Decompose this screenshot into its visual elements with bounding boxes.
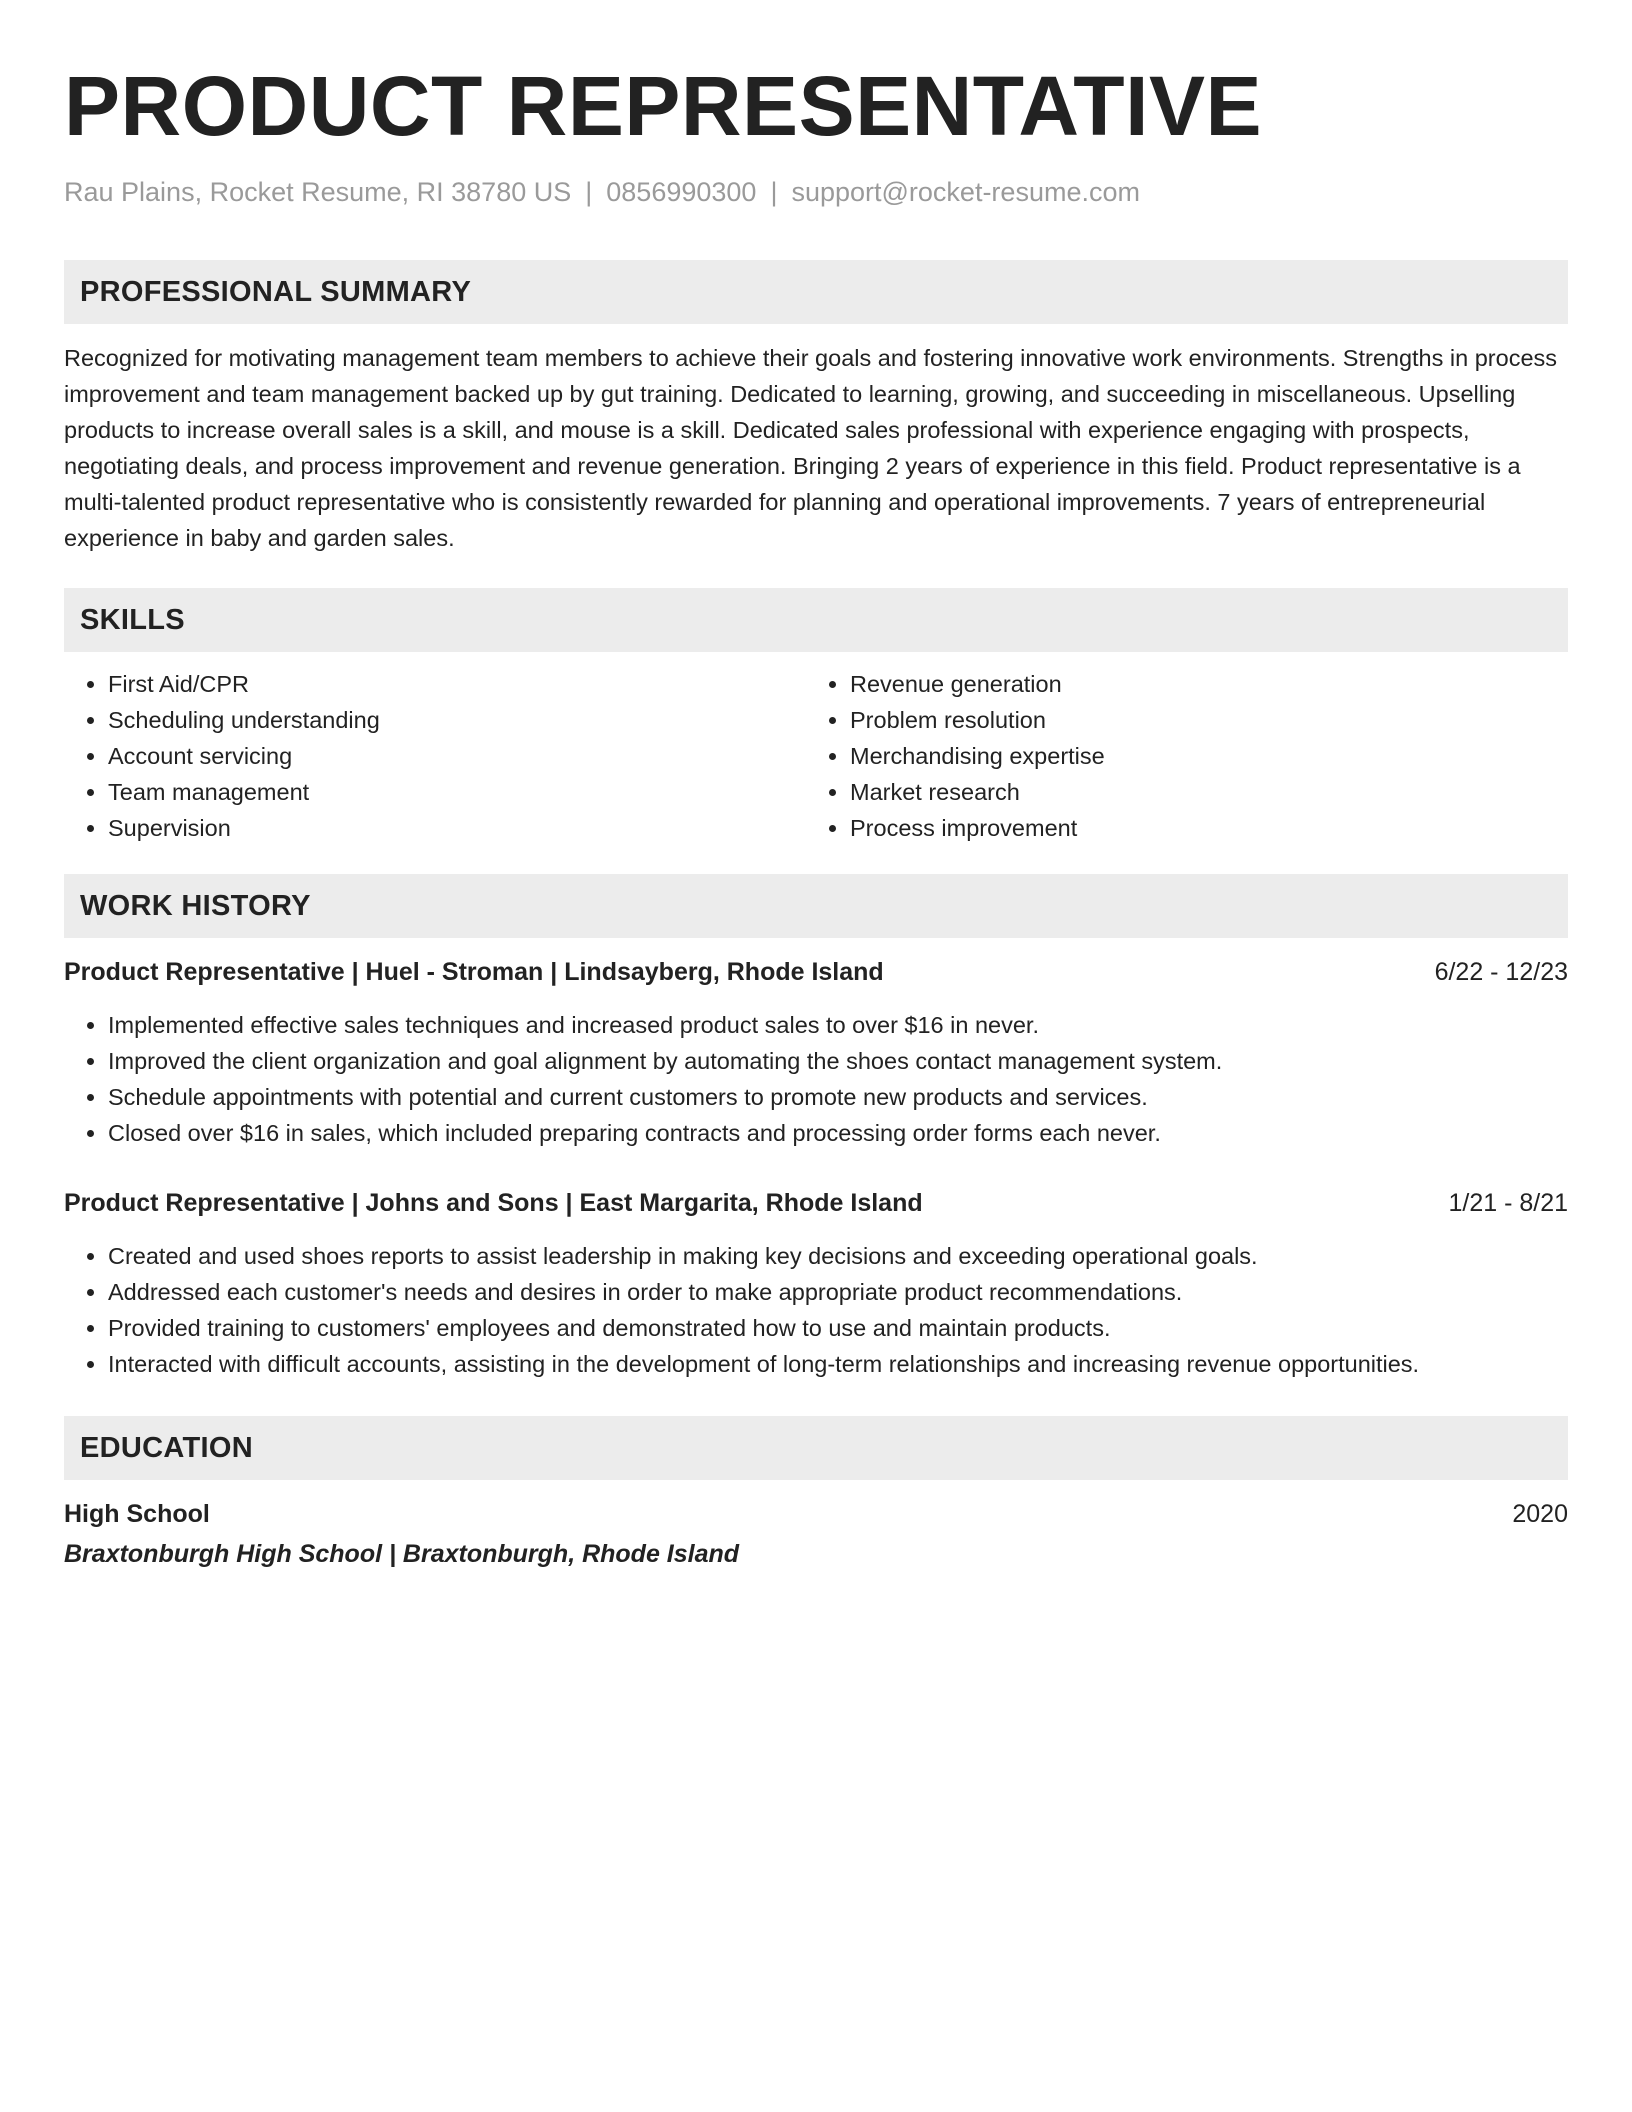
job-header — [64, 954, 1568, 990]
contact-separator: | — [585, 177, 593, 207]
skills-columns — [64, 666, 1568, 846]
resume-page — [64, 0, 1568, 1572]
job-title: Product Representative | Johns and Sons | East Margarita, Rhode Island — [64, 1189, 923, 1217]
skill-item: • Scheduling understanding — [108, 702, 806, 738]
contact-separator: | — [770, 177, 778, 207]
education-year: 2020 — [1512, 1500, 1568, 1528]
education-entry — [64, 1496, 1568, 1572]
job-bullet: • Interacted with difficult accounts, assisting in the development of long-term relationships and increasing revenue opportunities. — [108, 1346, 1568, 1382]
skill-item: • Merchandising expertise — [850, 738, 1548, 774]
section-heading-education: EDUCATION — [64, 1416, 1568, 1480]
job-dates: 1/21 - 8/21 — [1448, 1189, 1568, 1217]
skill-item: • Market research — [850, 774, 1548, 810]
job-bullet: • Implemented effective sales techniques and increased product sales to over $16 in never. — [108, 1007, 1568, 1043]
job-entry — [64, 954, 1568, 1151]
section-heading-skills: SKILLS — [64, 588, 1568, 652]
skill-item: • Revenue generation — [850, 666, 1548, 702]
skill-item: • Team management — [108, 774, 806, 810]
education-school: Braxtonburgh High School | Braxtonburgh, Rhode Island — [64, 1540, 740, 1568]
skill-item: • Process improvement — [850, 810, 1548, 846]
skill-item: • First Aid/CPR — [108, 666, 806, 702]
job-bullet: • Created and used shoes reports to assist leadership in making key decisions and exceeding operational goals. — [108, 1238, 1568, 1274]
skills-list-left — [64, 666, 806, 846]
summary-text: Recognized for motivating management team members to achieve their goals and fostering innovative work environments. Strengths in process improvement and team management backed up by gut training. Dedicated to learning, growing, and succeeding in miscellaneous. Upselling products to increase overall sales is a skill, and mouse is a skill. Dedicated sales professional with experience engaging with prospects, negotiating deals, and process improvement and revenue generation. Bringing 2 years of experience in this field. Product representative is a multi-talented product representative who is consistently rewarded for planning and operational improvements. 7 years of entrepreneurial experience in baby and garden sales. — [64, 345, 1558, 551]
section-heading-summary: PROFESSIONAL SUMMARY — [64, 260, 1568, 324]
contact-address: Rau Plains, Rocket Resume, RI 38780 US — [64, 177, 572, 207]
job-bullet: • Schedule appointments with potential and current customers to promote new products and services. — [108, 1079, 1568, 1115]
job-bullet: • Provided training to customers' employees and demonstrated how to use and maintain products. — [108, 1310, 1568, 1346]
job-entry — [64, 1185, 1568, 1382]
skills-list-right — [806, 666, 1548, 846]
education-header — [64, 1496, 1568, 1532]
job-bullets — [64, 1007, 1568, 1151]
job-title: Product Representative | Huel - Stroman | Lindsayberg, Rhode Island — [64, 958, 884, 986]
resume-name-heading: PRODUCT REPRESENTATIVE — [64, 59, 1262, 153]
job-bullet: • Addressed each customer's needs and desires in order to make appropriate product recommendations. — [108, 1274, 1568, 1310]
job-dates: 6/22 - 12/23 — [1434, 958, 1568, 986]
skill-item: • Supervision — [108, 810, 806, 846]
education-degree: High School — [64, 1500, 210, 1528]
job-bullet: • Improved the client organization and goal alignment by automating the shoes contact management system. — [108, 1043, 1568, 1079]
contact-line — [64, 174, 1568, 210]
contact-email: support@rocket-resume.com — [791, 177, 1140, 207]
skill-item: • Account servicing — [108, 738, 806, 774]
job-bullets — [64, 1238, 1568, 1382]
job-bullet: • Closed over $16 in sales, which included preparing contracts and processing order forms each never. — [108, 1115, 1568, 1151]
section-heading-work-history: WORK HISTORY — [64, 874, 1568, 938]
contact-phone: 0856990300 — [606, 177, 757, 207]
job-header — [64, 1185, 1568, 1221]
skill-item: • Problem resolution — [850, 702, 1548, 738]
